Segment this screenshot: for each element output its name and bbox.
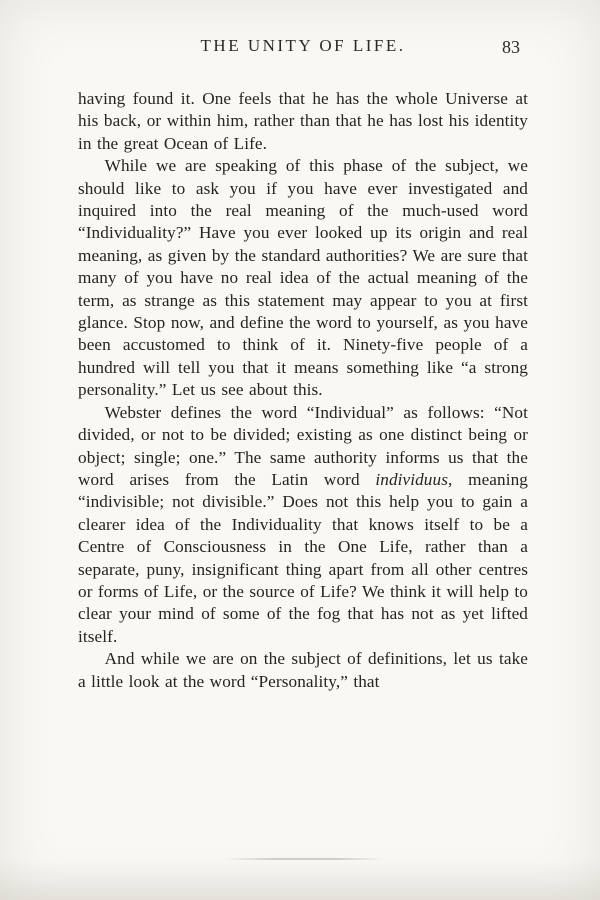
paragraph-webster-definition-lead: Webster defines the word “Individual” as follows: “Not divided, or not to be divided; existing as one distinct being or object; single; one.” The same authority informs us that the word arises from the Latin word: [78, 402, 528, 489]
latin-word-individuus: individuus,: [375, 469, 453, 489]
page-title: THE UNITY OF LIFE.: [200, 36, 406, 55]
running-header: [78, 36, 528, 62]
body-text: [78, 88, 528, 693]
text-block: [78, 36, 528, 693]
scan-smudge-artifact: [225, 858, 385, 860]
paragraph-webster-definition-rest: meaning “indivisible; not divisible.” Does not this help you to gain a clearer idea of the Individuality that knows itself to be a Centre of Consciousness in the One Life, rather than a separate, puny, insignificant thing apart from all other centres or forms of Life, or the source of Life? We think it will help to clear your mind of some of the fog that has not as yet lifted itself.: [78, 469, 528, 646]
paragraph-webster-definition: [78, 402, 528, 648]
paragraph-individuality-question: While we are speaking of this phase of the subject, we should like to ask you if you have ever investigated and inquired into the real meaning of the much-used word “Individuality?” Have you ever looked up its origin and real meaning, as given by the standard authorities? We are sure that many of you have no real idea of the actual meaning of the term, as strange as this statement may appear to you at first glance. Stop now, and define the word to yourself, as you have been accustomed to think of it. Ninety-five people of a hundred will tell you that it means something like “a strong personality.” Let us see about this.: [78, 156, 528, 400]
paragraph-personality-intro: And while we are on the subject of definitions, let us take a little look at the word “Personality,” that: [78, 649, 528, 691]
page-number: 83: [502, 37, 520, 57]
page-edge-shadow: [0, 860, 600, 900]
paragraph-continuation: having found it. One feels that he has the whole Universe at his back, or within him, rather than that he has lost his identity in the great Ocean of Life.: [78, 89, 528, 153]
